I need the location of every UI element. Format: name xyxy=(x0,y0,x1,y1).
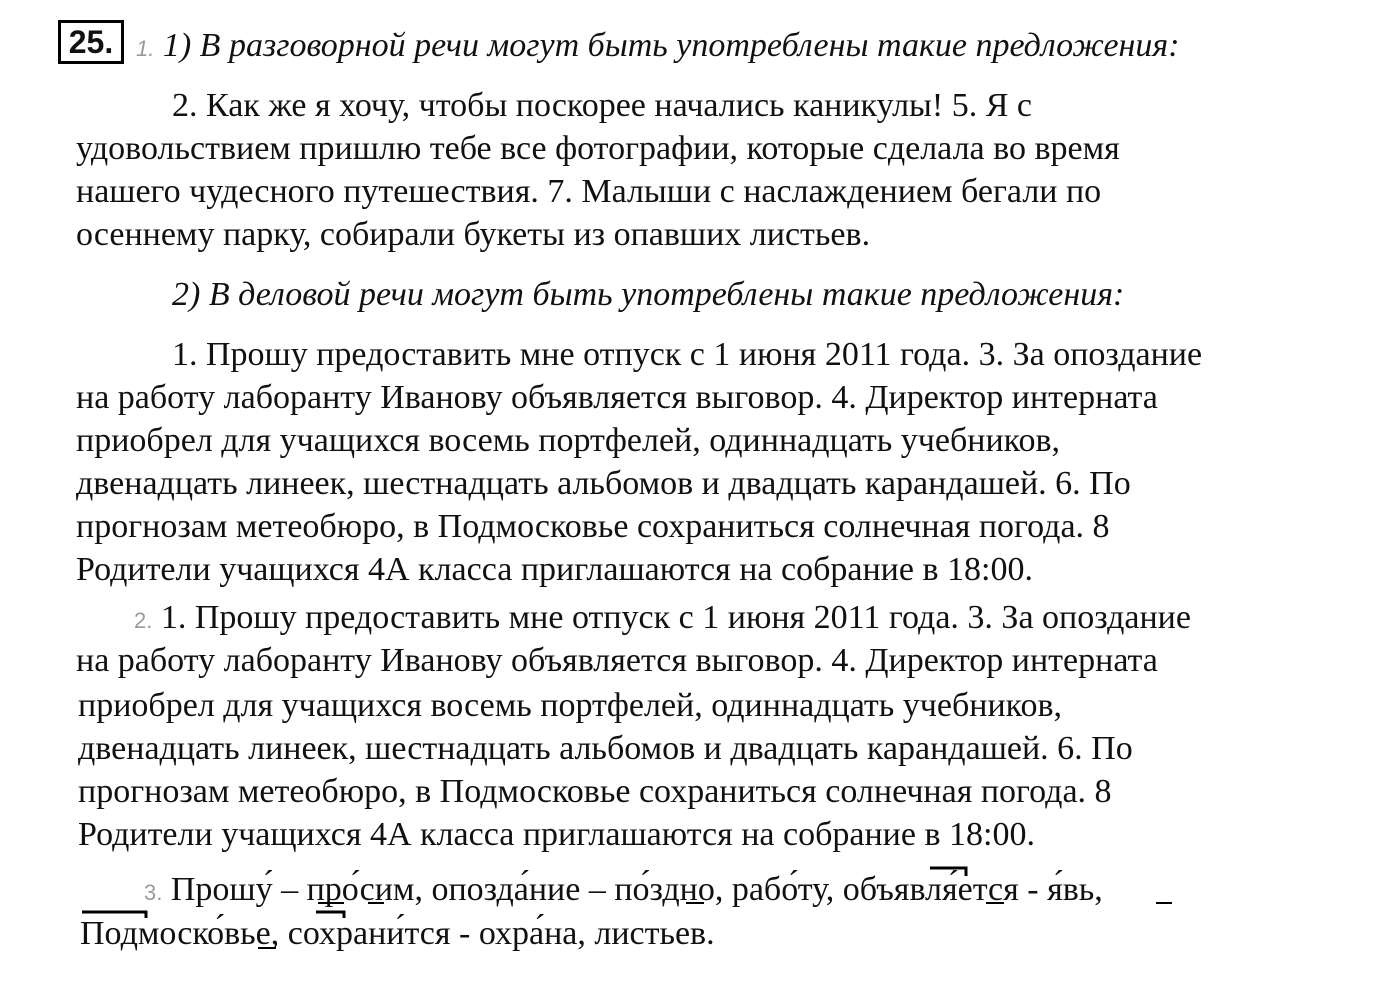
task3-marker: 3. xyxy=(144,880,163,905)
task2-line: двенадцать линеек, шестнадцать альбомов и двадцать карандашей. 6. По xyxy=(78,730,1133,767)
task2-marker: 2. xyxy=(134,608,153,633)
task1-para2-line: Родители учащихся 4А класса приглашаются на собрание в 18:00. xyxy=(76,551,1033,588)
task2-line: на работу лаборанту Иванову объявляется выговор. 4. Директор интерната xyxy=(76,642,1158,679)
task1-para1-line: осеннему парку, собирали букеты из опавших листьев. xyxy=(76,216,871,253)
task1-marker: 1. xyxy=(136,36,155,61)
task1-para1-line: 2. Как же я хочу, чтобы поскорее начались каникулы! 5. Я с xyxy=(172,87,1032,124)
task1-para2-line: прогнозам метеобюро, в Подмосковье сохраниться солнечная погода. 8 xyxy=(76,508,1110,545)
task2-line: Родители учащихся 4А класса приглашаются на собрание в 18:00. xyxy=(78,816,1035,853)
task2-line: прогнозам метеобюро, в Подмосковье сохраниться солнечная погода. 8 xyxy=(78,773,1112,810)
task2-first-row xyxy=(134,598,1191,641)
task1-para2-line: 1. Прошу предоставить мне отпуск с 1 июня 2011 года. 3. За опоздание xyxy=(172,336,1203,373)
task2-line: приобрел для учащихся восемь портфелей, одиннадцать учебников, xyxy=(78,687,1063,724)
task3-row1 xyxy=(144,870,1103,913)
task3-line1: Прошу́ – про́сим, опозда́ние – по́здно, рабо́ту, объявля́ется - я́вь, xyxy=(170,871,1103,908)
task1-heading1: 1) В разговорной речи могут быть употреблены такие предложения: xyxy=(162,27,1180,64)
task1-para1-line: удовольствием пришлю тебе все фотографии, которые сделала во время xyxy=(76,130,1120,167)
task1-heading2: 2) В деловой речи могут быть употреблены такие предложения: xyxy=(172,276,1125,313)
task2-line: 1. Прошу предоставить мне отпуск с 1 июня 2011 года. 3. За опоздание xyxy=(160,599,1191,636)
exercise-number: 25. xyxy=(58,20,124,64)
task1-para2-line: двенадцать линеек, шестнадцать альбомов и двадцать карандашей. 6. По xyxy=(76,465,1131,502)
task1-para1-line: нашего чудесного путешествия. 7. Малыши с наслаждением бегали по xyxy=(76,173,1102,210)
task3-line2: Подмоско́вье, сохрани́тся - охра́на, листьев. xyxy=(80,915,715,952)
task1-heading1-row xyxy=(136,26,1180,69)
task1-para2-line: приобрел для учащихся восемь портфелей, одиннадцать учебников, xyxy=(76,422,1061,459)
task1-para2-line: на работу лаборанту Иванову объявляется выговор. 4. Директор интерната xyxy=(76,379,1158,416)
